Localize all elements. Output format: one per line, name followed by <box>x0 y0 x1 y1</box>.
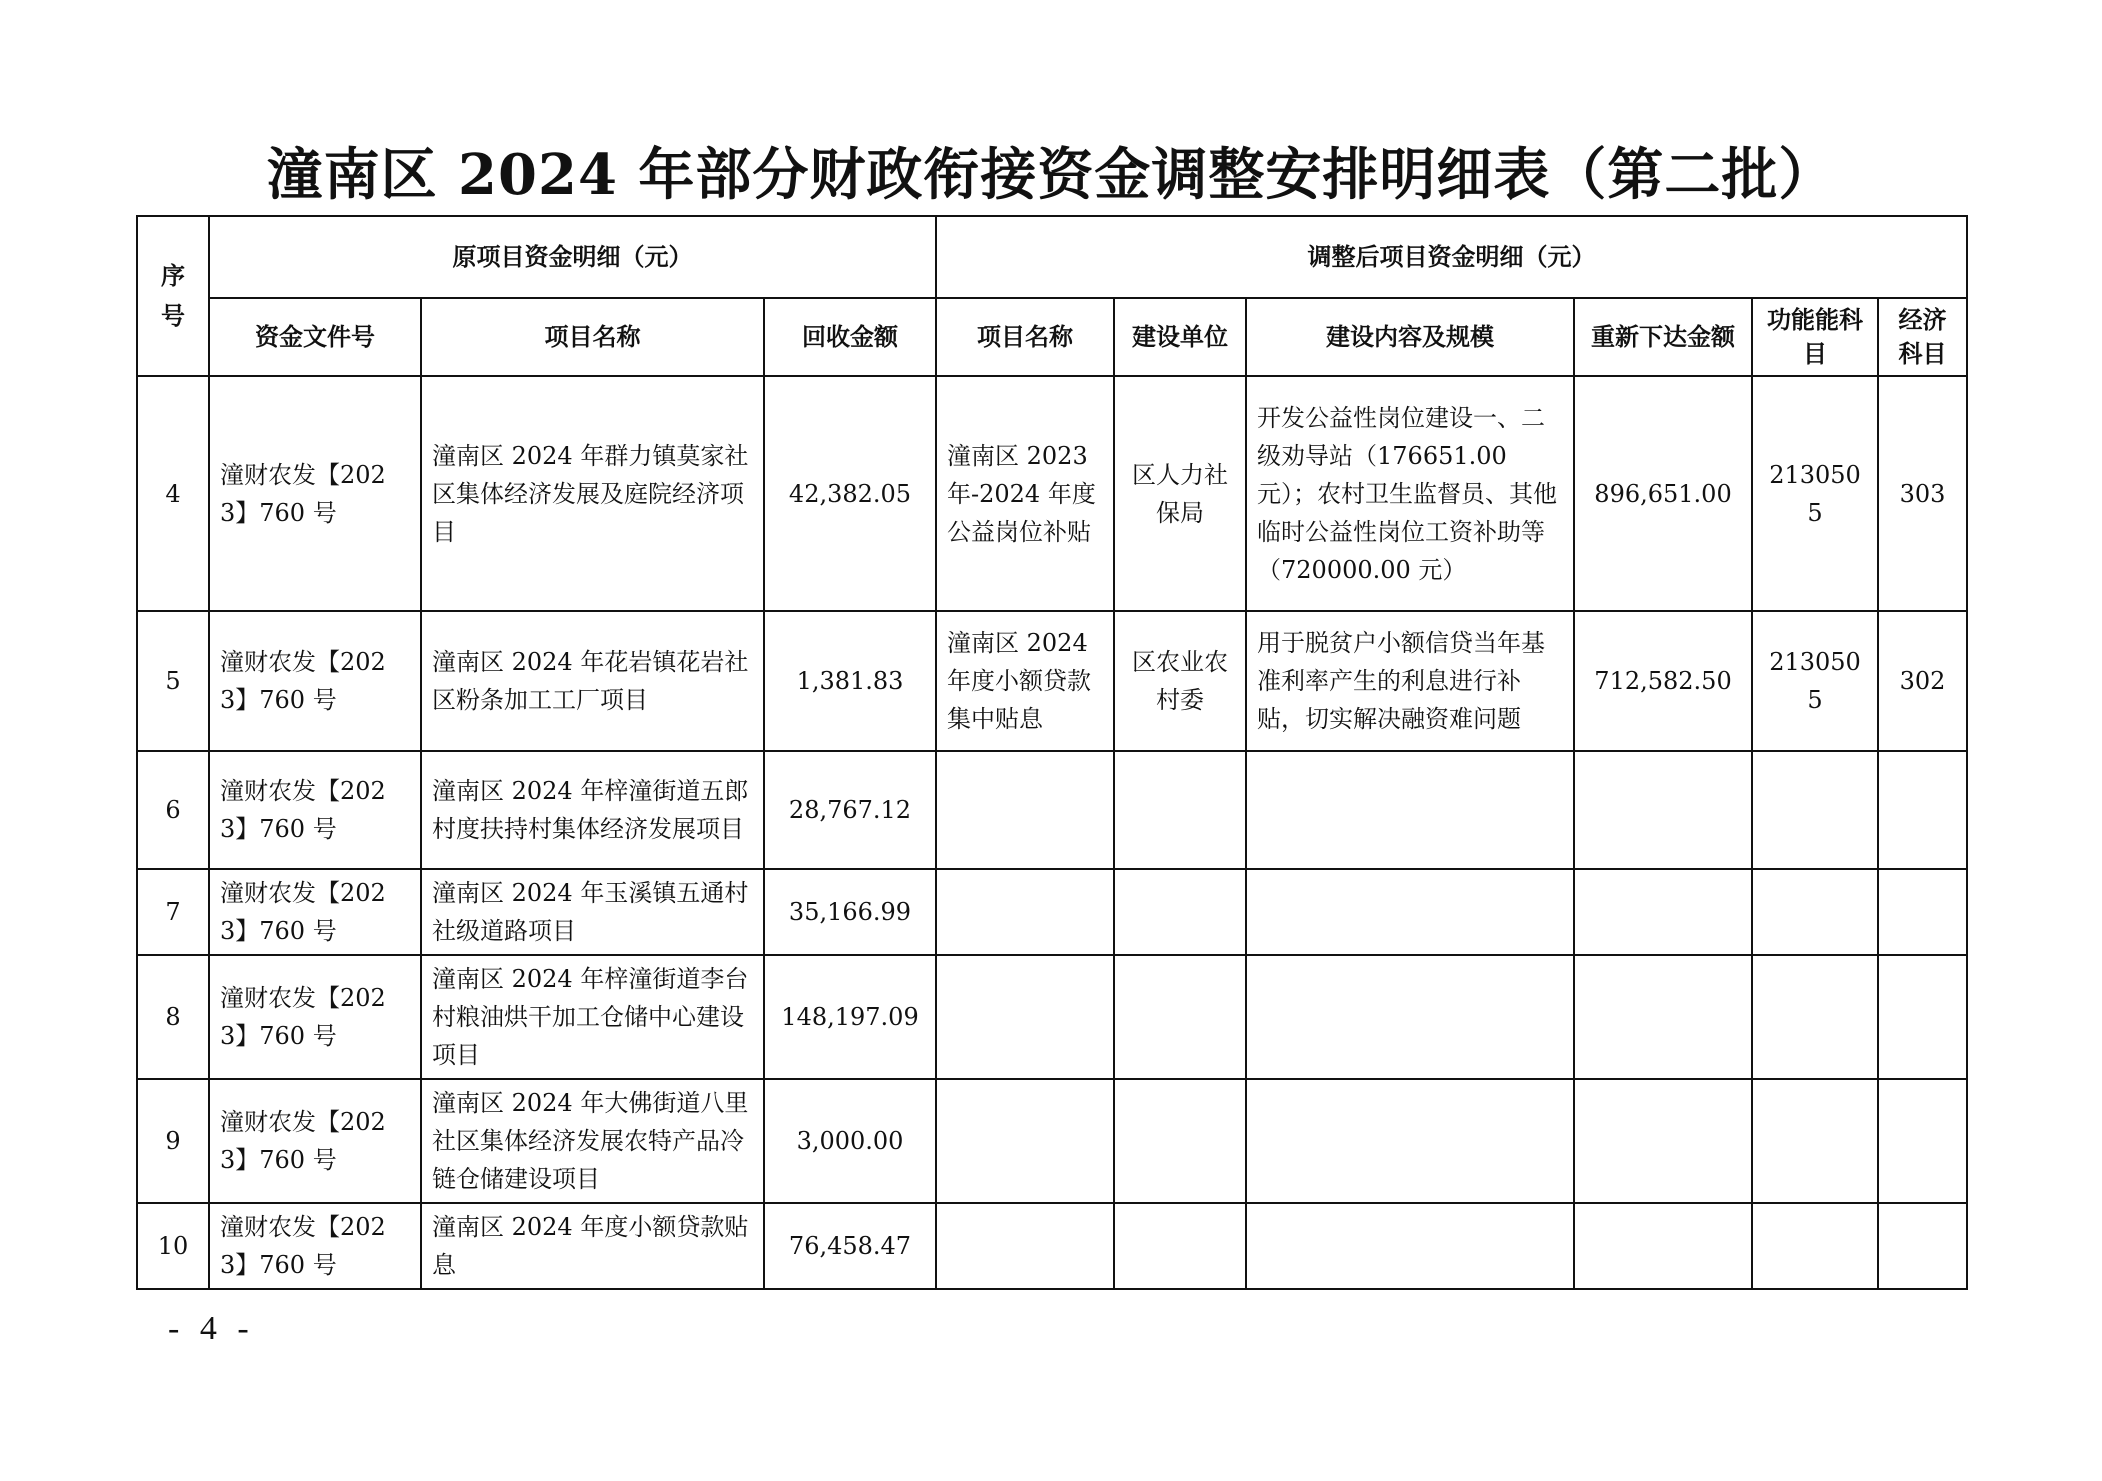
orig-project-cell: 潼南区 2024 年梓潼街道五郎村度扶持村集体经济发展项目 <box>421 751 764 869</box>
func-subject-cell <box>1752 1203 1878 1289</box>
doc-no-header: 资金文件号 <box>209 298 421 376</box>
unit-header: 建设单位 <box>1114 298 1246 376</box>
econ-subject-cell <box>1878 955 1967 1079</box>
func-subject-header: 功能能科目 <box>1752 298 1878 376</box>
func-subject-cell <box>1752 955 1878 1079</box>
unit-cell <box>1114 955 1246 1079</box>
orig-project-cell: 潼南区 2024 年大佛街道八里社区集体经济发展农特产品冷链仓储建设项目 <box>421 1079 764 1203</box>
content-cell <box>1246 1203 1574 1289</box>
recovered-cell: 42,382.05 <box>764 376 936 611</box>
orig-project-cell: 潼南区 2024 年花岩镇花岩社区粉条加工工厂项目 <box>421 611 764 751</box>
budget-table <box>136 215 1968 1290</box>
orig-project-cell: 潼南区 2024 年度小额贷款贴息 <box>421 1203 764 1289</box>
doc-no-cell: 潼财农发【2023】760 号 <box>209 1079 421 1203</box>
func-subject-cell <box>1752 1079 1878 1203</box>
seq-cell: 6 <box>137 751 209 869</box>
content-cell <box>1246 955 1574 1079</box>
new-project-cell <box>936 869 1114 955</box>
new-project-header: 项目名称 <box>936 298 1114 376</box>
reissued-cell <box>1574 1079 1752 1203</box>
orig-project-cell: 潼南区 2024 年玉溪镇五通村社级道路项目 <box>421 869 764 955</box>
new-project-cell: 潼南区 2024 年度小额贷款集中贴息 <box>936 611 1114 751</box>
recovered-cell: 1,381.83 <box>764 611 936 751</box>
econ-subject-cell <box>1878 1079 1967 1203</box>
reissued-cell: 896,651.00 <box>1574 376 1752 611</box>
new-project-cell <box>936 1079 1114 1203</box>
content-cell <box>1246 869 1574 955</box>
orig-project-header: 项目名称 <box>421 298 764 376</box>
doc-no-cell: 潼财农发【2023】760 号 <box>209 869 421 955</box>
content-cell <box>1246 1079 1574 1203</box>
budget-table-container <box>136 215 1966 1290</box>
doc-no-cell: 潼财农发【2023】760 号 <box>209 751 421 869</box>
seq-cell: 7 <box>137 869 209 955</box>
func-subject-cell: 2130505 <box>1752 376 1878 611</box>
new-project-cell <box>936 955 1114 1079</box>
func-subject-cell <box>1752 869 1878 955</box>
unit-cell <box>1114 751 1246 869</box>
func-subject-cell: 2130505 <box>1752 611 1878 751</box>
econ-subject-cell: 302 <box>1878 611 1967 751</box>
orig-project-cell: 潼南区 2024 年梓潼街道李台村粮油烘干加工仓储中心建设项目 <box>421 955 764 1079</box>
table-row <box>137 611 1967 751</box>
doc-no-cell: 潼财农发【2023】760 号 <box>209 955 421 1079</box>
recovered-cell: 76,458.47 <box>764 1203 936 1289</box>
table-row <box>137 869 1967 955</box>
doc-no-cell: 潼财农发【2023】760 号 <box>209 611 421 751</box>
econ-subject-header: 经济科目 <box>1878 298 1967 376</box>
seq-cell: 10 <box>137 1203 209 1289</box>
reissued-cell <box>1574 869 1752 955</box>
table-row <box>137 376 1967 611</box>
func-subject-cell <box>1752 751 1878 869</box>
table-row <box>137 751 1967 869</box>
recovered-cell: 148,197.09 <box>764 955 936 1079</box>
original-group-header: 原项目资金明细（元） <box>209 216 936 298</box>
reissued-cell <box>1574 1203 1752 1289</box>
unit-cell: 区人力社保局 <box>1114 376 1246 611</box>
recovered-header: 回收金额 <box>764 298 936 376</box>
reissued-cell: 712,582.50 <box>1574 611 1752 751</box>
table-row <box>137 1203 1967 1289</box>
content-cell <box>1246 751 1574 869</box>
recovered-cell: 35,166.99 <box>764 869 936 955</box>
seq-cell: 9 <box>137 1079 209 1203</box>
table-row <box>137 1079 1967 1203</box>
table-header-row-groups <box>137 216 1967 298</box>
recovered-cell: 3,000.00 <box>764 1079 936 1203</box>
seq-cell: 8 <box>137 955 209 1079</box>
content-header: 建设内容及规模 <box>1246 298 1574 376</box>
reissued-cell <box>1574 955 1752 1079</box>
unit-cell <box>1114 1203 1246 1289</box>
reissued-header: 重新下达金额 <box>1574 298 1752 376</box>
table-row <box>137 955 1967 1079</box>
table-header-row-columns <box>137 298 1967 376</box>
page-number: - 4 - <box>168 1310 255 1347</box>
recovered-cell: 28,767.12 <box>764 751 936 869</box>
econ-subject-cell <box>1878 751 1967 869</box>
new-project-cell <box>936 1203 1114 1289</box>
page-title: 潼南区 2024 年部分财政衔接资金调整安排明细表（第二批） <box>266 142 1836 208</box>
orig-project-cell: 潼南区 2024 年群力镇莫家社区集体经济发展及庭院经济项目 <box>421 376 764 611</box>
seq-header: 序 号 <box>137 216 209 376</box>
seq-cell: 5 <box>137 611 209 751</box>
econ-subject-cell <box>1878 869 1967 955</box>
unit-cell <box>1114 1079 1246 1203</box>
doc-no-cell: 潼财农发【2023】760 号 <box>209 376 421 611</box>
reissued-cell <box>1574 751 1752 869</box>
content-cell: 开发公益性岗位建设一、二级劝导站（176651.00 元）；农村卫生监督员、其他临时公益性岗位工资补助等（720000.00 元） <box>1246 376 1574 611</box>
new-project-cell: 潼南区 2023 年-2024 年度公益岗位补贴 <box>936 376 1114 611</box>
seq-cell: 4 <box>137 376 209 611</box>
doc-no-cell: 潼财农发【2023】760 号 <box>209 1203 421 1289</box>
unit-cell: 区农业农村委 <box>1114 611 1246 751</box>
unit-cell <box>1114 869 1246 955</box>
econ-subject-cell <box>1878 1203 1967 1289</box>
content-cell: 用于脱贫户小额信贷当年基准利率产生的利息进行补贴，切实解决融资难问题 <box>1246 611 1574 751</box>
new-project-cell <box>936 751 1114 869</box>
adjusted-group-header: 调整后项目资金明细（元） <box>936 216 1967 298</box>
econ-subject-cell: 303 <box>1878 376 1967 611</box>
